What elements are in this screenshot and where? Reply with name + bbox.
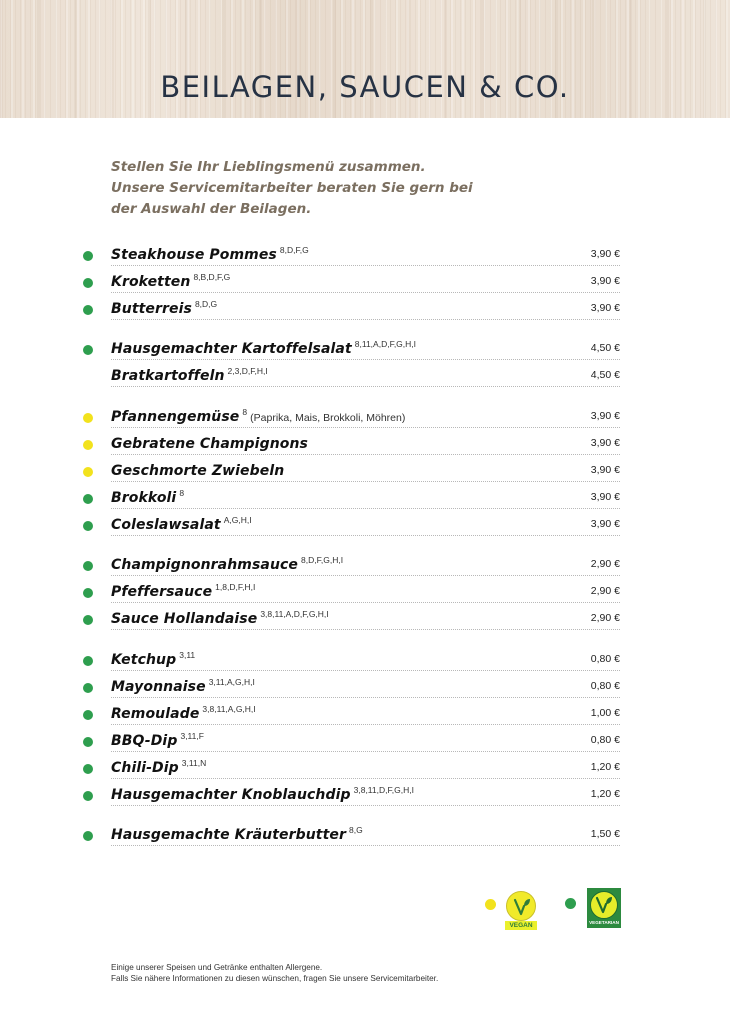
dotted-divider [111, 319, 620, 320]
vegetarian-dot-icon [83, 791, 93, 801]
vegetarian-dot-icon [565, 898, 576, 909]
dotted-divider [111, 751, 620, 752]
item-name: Sauce Hollandaise [111, 611, 258, 627]
dotted-divider [111, 454, 620, 455]
item-allergens: 3,8,11,A,D,F,G,H,I [260, 609, 329, 619]
menu-item [80, 244, 620, 268]
item-price: 2,90 € [590, 612, 620, 624]
menu-item [80, 298, 620, 322]
vegetarian-dot-icon [83, 345, 93, 355]
item-name: Geschmorte Zwiebeln [111, 463, 285, 479]
menu-item [80, 338, 620, 362]
vegan-dot-icon [83, 440, 93, 450]
dotted-divider [111, 845, 620, 846]
menu-item [80, 433, 620, 457]
dotted-divider [111, 386, 620, 387]
item-price: 1,20 € [590, 761, 620, 773]
item-name: Hausgemachter Knoblauchdip [111, 787, 351, 803]
menu-item [80, 514, 620, 538]
item-allergens: 3,8,11,D,F,G,H,I [353, 785, 414, 795]
dotted-divider [111, 292, 620, 293]
item-name: BBQ-Dip [111, 733, 178, 749]
item-name: Coleslawsalat [111, 517, 221, 533]
item-name: Champignonrahmsauce [111, 557, 299, 573]
menu-item [80, 460, 620, 484]
vegetarian-dot-icon [83, 588, 93, 598]
item-name: Hausgemachte Kräuterbutter [111, 827, 346, 843]
vegetarian-dot-icon [83, 278, 93, 288]
item-allergens: 8 [179, 488, 185, 498]
item-price: 1,00 € [590, 707, 620, 719]
footer-line: Falls Sie nähere Informationen zu diesen wünschen, fragen Sie unsere Servicemitarbeiter. [111, 974, 439, 983]
vegetarian-dot-icon [83, 656, 93, 666]
dotted-divider [111, 427, 620, 428]
menu-item [80, 730, 620, 754]
item-allergens: 8,D,F,G,H,I [301, 555, 344, 565]
vegetarian-dot-icon [83, 683, 93, 693]
item-allergens: 3,11 [179, 650, 196, 660]
item-price: 2,90 € [590, 558, 620, 570]
dotted-divider [111, 535, 620, 536]
vegetarian-dot-icon [83, 521, 93, 531]
item-allergens: 3,8,11,A,G,H,I [202, 704, 256, 714]
dotted-divider [111, 359, 620, 360]
menu-item [80, 406, 620, 430]
item-name: Pfeffersauce [111, 584, 213, 600]
item-price: 3,90 € [590, 437, 620, 449]
item-price: 2,90 € [590, 585, 620, 597]
vegetarian-dot-icon [83, 494, 93, 504]
menu-item [80, 757, 620, 781]
menu-item [80, 554, 620, 578]
vegetarian-badge [587, 888, 621, 928]
item-allergens: 3,11,A,G,H,I [208, 677, 255, 687]
dotted-divider [111, 575, 620, 576]
footer-line: Einige unserer Speisen und Getränke enthalten Allergene. [111, 963, 323, 972]
item-allergens: 8,G [348, 825, 363, 835]
menu-item [80, 608, 620, 632]
item-allergens: 8,B,D,F,G [193, 272, 231, 282]
vegetarian-dot-icon [83, 615, 93, 625]
v-leaf-icon [590, 891, 618, 919]
item-name: Steakhouse Pommes [111, 247, 277, 263]
item-note: (Paprika, Mais, Brokkoli, Möhren) [250, 412, 406, 424]
dotted-divider [111, 629, 620, 630]
vegan-badge [505, 891, 537, 931]
menu-item [80, 824, 620, 848]
item-allergens: 3,11,N [181, 758, 207, 768]
item-name: Bratkartoffeln [111, 368, 225, 384]
item-allergens: 8 [242, 407, 248, 417]
item-name: Mayonnaise [111, 679, 206, 695]
item-price: 1,20 € [590, 788, 620, 800]
vegan-dot-icon [83, 413, 93, 423]
vegan-dot-icon [485, 899, 496, 910]
vegetarian-dot-icon [83, 305, 93, 315]
menu-item [80, 676, 620, 700]
item-name: Hausgemachter Kartoffelsalat [111, 341, 352, 357]
item-allergens: 8,11,A,D,F,G,H,I [354, 339, 417, 349]
intro-line: Stellen Sie Ihr Lieblingsmenü zusammen. [111, 159, 426, 175]
item-price: 3,90 € [590, 464, 620, 476]
intro-text [111, 157, 511, 220]
item-allergens: 1,8,D,F,H,I [215, 582, 256, 592]
dotted-divider [111, 778, 620, 779]
dotted-divider [111, 724, 620, 725]
item-name: Brokkoli [111, 490, 177, 506]
vegetarian-dot-icon [83, 561, 93, 571]
page-title: BEILAGEN, SAUCEN & CO. [160, 70, 570, 104]
item-allergens: 8,D,G [194, 299, 218, 309]
intro-line: der Auswahl der Beilagen. [111, 201, 312, 217]
vegan-dot-icon [83, 467, 93, 477]
v-leaf-icon [513, 897, 531, 917]
menu-item [80, 784, 620, 808]
item-price: 3,90 € [590, 518, 620, 530]
item-name: Kroketten [111, 274, 191, 290]
v-leaf-icon [506, 891, 536, 921]
item-allergens: 2,3,D,F,H,I [227, 366, 268, 376]
item-price: 1,50 € [590, 828, 620, 840]
menu-item [80, 487, 620, 511]
dotted-divider [111, 602, 620, 603]
wood-header-banner [0, 0, 730, 118]
item-price: 3,90 € [590, 248, 620, 260]
vegetarian-dot-icon [83, 831, 93, 841]
vegetarian-dot-icon [83, 764, 93, 774]
item-allergens: 3,11,F [180, 731, 204, 741]
item-name: Butterreis [111, 301, 192, 317]
dotted-divider [111, 670, 620, 671]
item-name: Remoulade [111, 706, 200, 722]
v-leaf-icon [595, 895, 613, 915]
item-name: Gebratene Champignons [111, 436, 308, 452]
menu-item [80, 581, 620, 605]
allergen-footer-note [111, 962, 611, 984]
intro-line: Unsere Servicemitarbeiter beraten Sie gern bei [111, 180, 473, 196]
item-name: Chili-Dip [111, 760, 179, 776]
item-name: Ketchup [111, 652, 177, 668]
item-price: 3,90 € [590, 491, 620, 503]
dotted-divider [111, 805, 620, 806]
item-price: 4,50 € [590, 369, 620, 381]
item-price: 3,90 € [590, 302, 620, 314]
item-price: 0,80 € [590, 653, 620, 665]
item-price: 3,90 € [590, 410, 620, 422]
menu-item [80, 703, 620, 727]
item-price: 4,50 € [590, 342, 620, 354]
menu-item [80, 649, 620, 673]
dotted-divider [111, 481, 620, 482]
vegan-label: VEGAN [505, 921, 537, 930]
vegetarian-dot-icon [83, 737, 93, 747]
item-name: Pfannengemüse [111, 409, 240, 425]
dotted-divider [111, 697, 620, 698]
dotted-divider [111, 508, 620, 509]
item-allergens: A,G,H,I [223, 515, 252, 525]
item-price: 0,80 € [590, 680, 620, 692]
vegetarian-dot-icon [83, 710, 93, 720]
menu-item [80, 365, 620, 389]
dotted-divider [111, 265, 620, 266]
item-price: 3,90 € [590, 275, 620, 287]
item-allergens: 8,D,F,G [279, 245, 309, 255]
vegetarian-dot-icon [83, 251, 93, 261]
menu-item [80, 271, 620, 295]
item-price: 0,80 € [590, 734, 620, 746]
vegetarian-label: VEGETARIAN [589, 920, 619, 925]
